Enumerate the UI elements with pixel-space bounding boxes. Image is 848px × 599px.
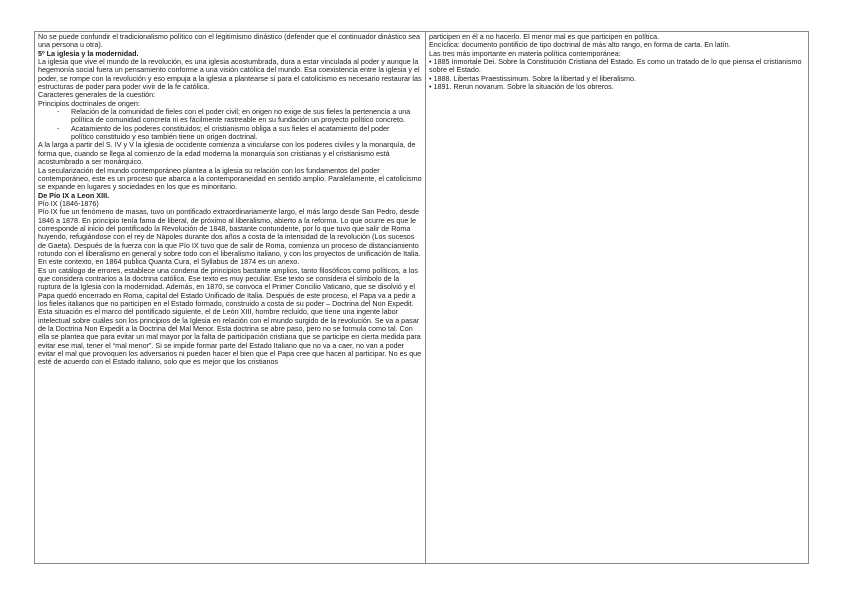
paragraph-catalogo-errores: Es un catálogo de errores, establece una condena de principios bastante amplios, tanto filosóficos como políticos, a los que considera contrarios a la doctrina católica. Ese texto es muy peculiar. Ese texto se considera el símbolo de la ruptura de la Iglesia con la modernidad. Además, en 1870, se convoca el Primer Concilio Vaticano, que se disolvió y el Papa quedó encerrado en Roma, capital del Estado Unificado de Italia. Después de este proceso, el Papa va a pedir a los fieles italianos que no participen en el Estado formado, construido a costa de su poder – Doctrina del Non Expedit. <box>38 265 418 308</box>
list-item-text: Relación de la comunidad de fieles con el poder civil; en origen no exige de sus fieles la pertenencia a una política de comunidad concreta ni es fácilmente rastreable en su fundación un proyecto político concreto. <box>71 107 411 125</box>
paragraph-secularizacion: La secularización del mundo contemporáneo plantea a la iglesia su relación con los fundamentos del poder contemporáneo, este es un proceso que abarca a la contemporaneidad en sentido amplio. Paralelamente, el catolicismo se expande en lugares y sociedades en los que es minoritario. <box>38 165 422 192</box>
dash-marker: - <box>57 107 60 117</box>
dash-marker: - <box>57 123 60 133</box>
paragraph-enciclica: Encíclica: documento pontificio de tipo doctrinal de más alto rango, en forma de carta. En latín. <box>428 40 731 50</box>
paragraph-leon-xiii: Esta situación es el marco del pontificado siguiente, el de León XIII, hombre recluido, que tiene una ingente labor intelectual sobre cuáles son los principios de la Iglesia en relación con el mundo surgido de la revolución. Se va a pasar de la Doctrina Non Expedit a la Doctrina del Mal Menor. Esta doctrina se abre paso, pero no se formula como tal. Con ella se plantea que para evitar un mal mayor por la falta de participación cristiana que se participe en cierta medida para evitar ese mal, tener el “mal menor”. Si se impide formar parte del Estado Italiano que no va a caer, no van a poder evitar el mal que provoquen los adversarios ni pueden hacer el bien que el Papa cree que hacen al participar. No es que esté de acuerdo con el Estado italiano, solo que es mejor que los cristianos <box>38 307 422 367</box>
left-column <box>35 32 426 563</box>
bullet-1891: • 1891. Rerun novarum. Sobre la situación de los obreros. <box>428 82 614 92</box>
right-column <box>426 32 808 563</box>
list-item <box>38 125 422 142</box>
heading-iglesia-modernidad: 5º La iglesia y la modernidad. <box>38 48 139 58</box>
paragraph-principios: Principios doctrinales de origen: <box>38 98 140 108</box>
paragraph-participen: participen en él a no hacerlo. El menor mal es que participen en política. <box>428 32 660 41</box>
paragraph-legitimismo: No se puede confundir el tradicionalismo político con el legitimismo dinástico (defender que el continuador dinástico sea una persona u otra). <box>38 32 420 50</box>
list-item <box>38 108 422 125</box>
two-column-table <box>34 31 809 564</box>
paragraph-siglo-iv: A la larga a partir del S. IV y V la iglesia de occidente comienza a vincularse con los poderes civiles y la monarquía, de forma que, cuando se llega al comienzo de la edad moderna la monarquía son cristianas y el cristianismo está acostumbrado a ser monárquico. <box>38 140 416 167</box>
paragraph-pio-fenomeno: Pío IX fue un fenómeno de masas, tuvo un pontificado extraordinariamente largo, el más largo desde San Pedro, desde 1846 a 1878. En principio tenía fama de liberal, de próximo al liberalismo, abierto a la reforma. Lo que ocurre es que le corresponde al inicio del pontificado la Revolución de 1848, bastante contundente, por lo que tuvo que salir de Roma huyendo, refugiándose con el rey de Nápoles durante dos años a costa de la intensidad de la revolución (Los sucesos de Gaeta). Después de la fuerza con la que Pío IX tuvo que de salir de Roma, comienza un proceso de distanciamiento rotundo con el liberalismo en general y sobre todo con el liberalismo italiano, y con los proyectos de unificación de Italia. En este contexto, en 1864 publica Quanta Cura, el Syllabus de 1874 es un anexo. <box>38 207 421 267</box>
principles-list <box>38 108 422 141</box>
paragraph-tres-mas: Las tres más importante en materia política contemporánea: <box>428 48 621 58</box>
paragraph-caracteres: Caracteres generales de la cuestión: <box>38 90 156 100</box>
list-item-text: Acatamiento de los poderes constituidos; el cristianismo obliga a sus fieles el acatamiento del poder político constituido y eso también tiene un origen doctrinal. <box>71 123 390 142</box>
paragraph-pio-years: Pío IX (1846-1876) <box>38 198 99 208</box>
paragraph-iglesia-revolucion: La iglesia que vive el mundo de la revolución, es una iglesia acostumbrada, dura a estar vinculada al poder y aunque la hegemonía social fuera un pensamiento conforme a una visión católica del mundo. Esa coexistencia entre la iglesia y el poder, se rompe con la revolución y eso empuja a la iglesia a plantearse si para el catolicismo es necesario restaurar las estructuras de poder para poder vivir de la fe católica. <box>38 57 422 92</box>
bullet-1888: • 1888. Libertas Praestissimum. Sobre la libertad y el liberalismo. <box>428 73 637 83</box>
heading-pio-leon: De Pío IX a Leon XIII. <box>38 190 110 200</box>
bullet-1885: • 1885 Inmortale Dei. Sobre la Constitución Cristiana del Estado. Es como un tratado de lo que piensa el cristianismo sobre el Estado. <box>428 57 802 75</box>
